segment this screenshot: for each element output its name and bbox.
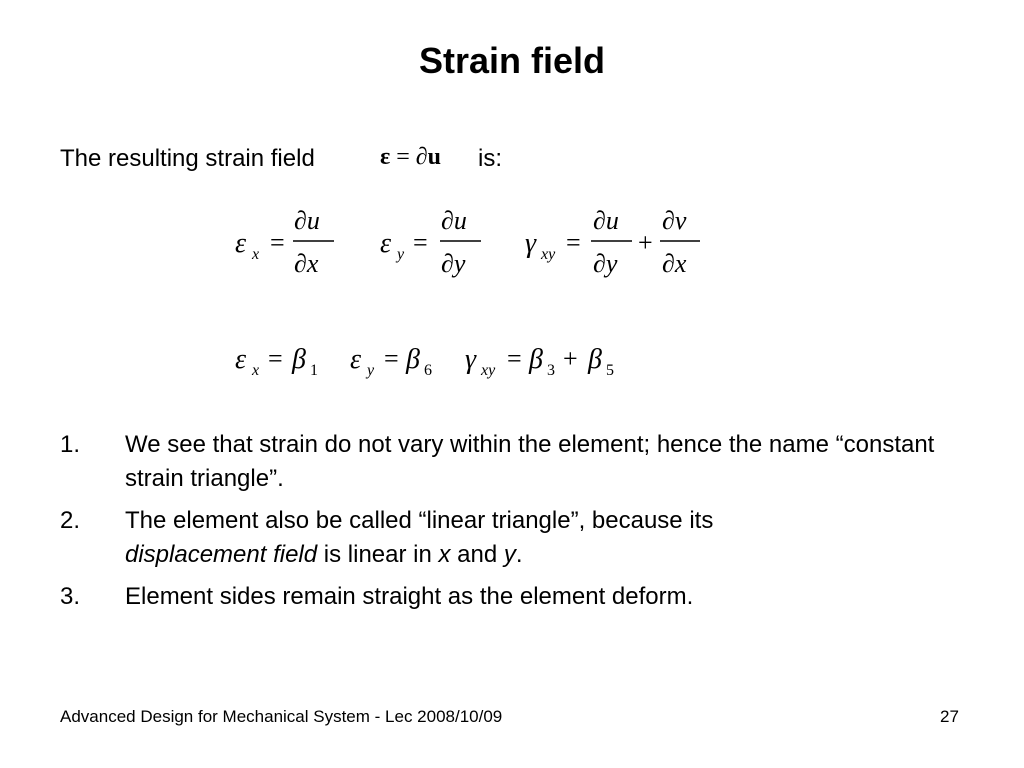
footer-page-number: 27: [940, 707, 959, 726]
beta-symbol: β: [406, 344, 420, 375]
beta-subscript-2: 5: [606, 362, 614, 379]
footer-course: Advanced Design for Mechanical System - Lec 2008/10/09: [60, 707, 503, 726]
list-number: 3.: [60, 583, 81, 610]
list-text-g: .: [515, 541, 523, 568]
eps-x-symbol: ε: [235, 344, 247, 375]
beta-symbol: β: [529, 344, 543, 375]
eps-y-symbol: ε: [380, 228, 392, 259]
list-text-e: and: [450, 541, 504, 568]
beta-symbol: β: [292, 344, 306, 375]
list-item: [60, 580, 960, 614]
eps-x-subscript: x: [252, 246, 260, 263]
equals-partial: = ∂: [390, 144, 428, 170]
list-text-x: x: [438, 541, 451, 568]
result-gamma-xy: [465, 344, 614, 379]
eps-x-denominator: ∂x: [294, 249, 319, 278]
observations-list: [60, 428, 960, 622]
list-text-italic: displacement field: [125, 541, 318, 568]
gamma-xy-symbol: γ: [525, 228, 537, 259]
gamma-xy-denominator-1: ∂y: [593, 249, 618, 278]
equals-sign: =: [384, 344, 399, 373]
list-text-y: y: [503, 541, 516, 568]
gamma-xy-subscript: xy: [481, 362, 496, 379]
gamma-xy-denominator-2: ∂x: [662, 249, 687, 278]
beta-subscript: 1: [310, 362, 318, 379]
equals-sign: =: [413, 228, 428, 257]
list-item: [60, 504, 960, 572]
eps-y-denominator: ∂y: [441, 249, 466, 278]
equals-sign: =: [507, 344, 522, 373]
intro-text-end: is:: [478, 145, 502, 172]
intro-text: The resulting strain field: [60, 145, 315, 172]
gamma-xy-numerator-1: ∂u: [593, 206, 619, 235]
strain-symbol: ε: [380, 144, 391, 170]
beta-symbol-2: β: [588, 344, 602, 375]
result-epsilon-y: [350, 344, 432, 379]
eps-x-numerator: ∂u: [294, 206, 320, 235]
displacement-symbol: u: [427, 144, 442, 170]
equation-gamma-xy: [525, 206, 700, 278]
eps-x-symbol: ε: [235, 228, 247, 259]
eps-x-subscript: x: [252, 362, 260, 379]
list-text: We see that strain do not vary within the element; hence the name “constant strain triangle”.: [125, 431, 935, 492]
gamma-xy-subscript: xy: [541, 246, 556, 263]
equation-epsilon-x: [235, 206, 334, 278]
list-text-a: The element also be called “linear triangle”, because its: [125, 507, 714, 534]
plus-sign: +: [563, 344, 578, 373]
plus-sign: +: [638, 228, 653, 257]
gamma-xy-symbol: γ: [465, 344, 477, 375]
equals-sign: =: [566, 228, 581, 257]
equals-sign: =: [270, 228, 285, 257]
equation-epsilon-y: [380, 206, 481, 278]
gamma-xy-numerator-2: ∂v: [662, 206, 687, 235]
eps-y-subscript: y: [397, 246, 405, 263]
eps-y-subscript: y: [367, 362, 375, 379]
result-epsilon-x: [235, 344, 318, 379]
list-number: 2.: [60, 507, 81, 534]
list-text-c: is linear in: [317, 541, 439, 568]
equals-sign: =: [268, 344, 283, 373]
eps-y-numerator: ∂u: [441, 206, 467, 235]
list-item: [60, 428, 960, 496]
list-number: 1.: [60, 431, 81, 458]
beta-subscript: 6: [424, 362, 432, 379]
list-text: Element sides remain straight as the element deform.: [125, 583, 694, 610]
eps-y-symbol: ε: [350, 344, 362, 375]
slide-title: Strain field: [418, 40, 606, 81]
beta-subscript: 3: [547, 362, 555, 379]
